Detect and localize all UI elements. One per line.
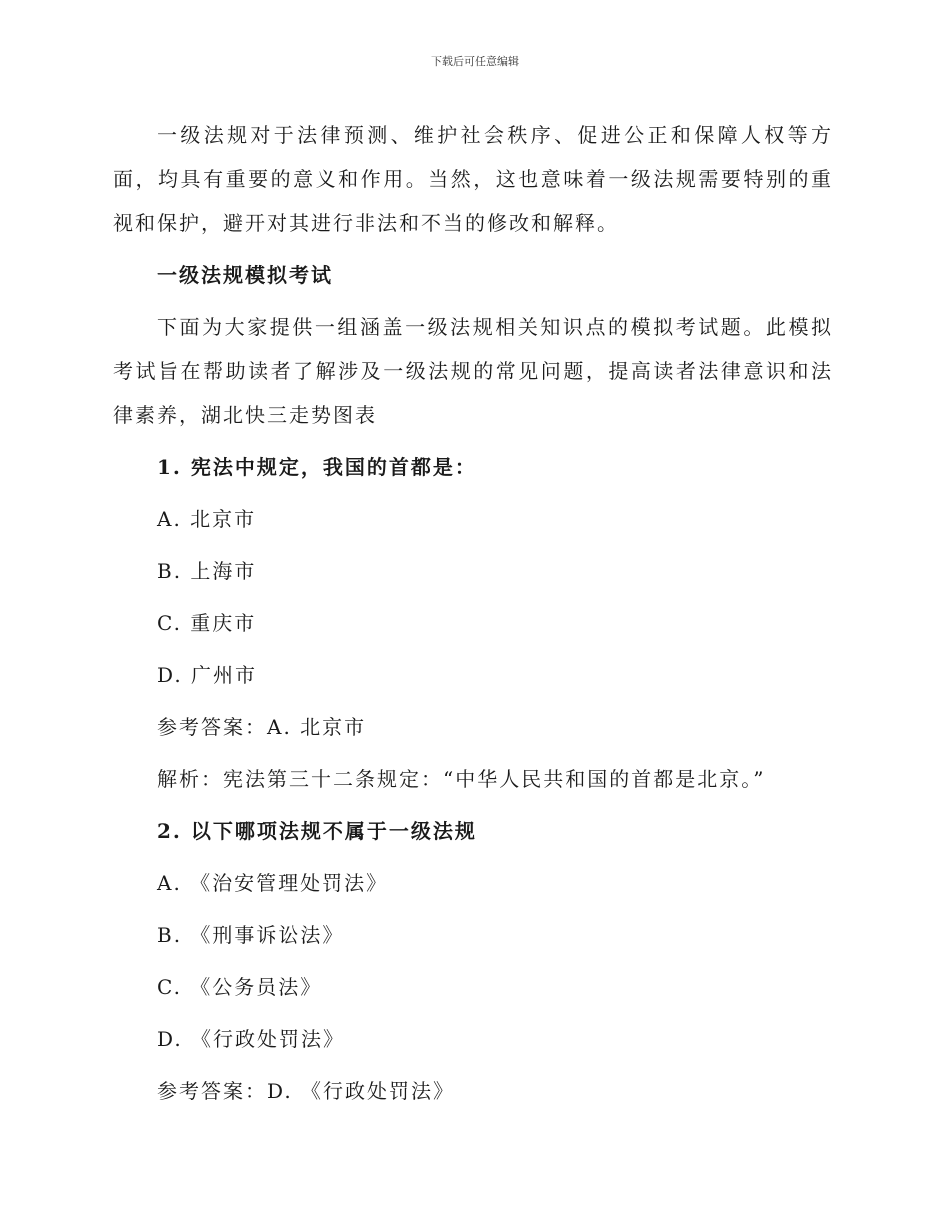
question-1-option-b: B. 上海市: [157, 559, 257, 583]
section-heading: 一级法规模拟考试: [157, 263, 333, 287]
document-body: [113, 113, 833, 1121]
question-1-answer: 参考答案：A. 北京市: [157, 715, 367, 739]
question-1-title: 1. 宪法中规定，我国的首都是：: [157, 455, 477, 479]
question-2-title: 2. 以下哪项法规不属于一级法规: [157, 819, 477, 843]
question-2-answer: 参考答案：D. 《行政处罚法》: [157, 1079, 456, 1103]
question-2-option-d: D. 《行政处罚法》: [157, 1027, 346, 1051]
question-1-option-d: D. 广州市: [157, 663, 258, 687]
question-1-analysis: 解析：宪法第三十二条规定：“中华人民共和国的首都是北京。”: [157, 767, 766, 791]
question-2-option-a: A. 《治安管理处罚法》: [157, 871, 389, 895]
question-2-option-b: B. 《刑事诉讼法》: [157, 923, 345, 947]
question-2-option-c: C. 《公务员法》: [157, 975, 323, 999]
question-1-option-a: A. 北京市: [157, 507, 257, 531]
section-paragraph: 下面为大家提供一组涵盖一级法规相关知识点的模拟考试题。此模拟考试旨在帮助读者了解涉及一级法规的常见问题，提高读者法律意识和法律素养，湖北快三走势图表: [113, 315, 833, 427]
question-1-option-c: C. 重庆市: [157, 611, 257, 635]
intro-paragraph: 一级法规对于法律预测、维护社会秩序、促进公正和保障人权等方面，均具有重要的意义和作用。当然，这也意味着一级法规需要特别的重视和保护，避开对其进行非法和不当的修改和解释。: [113, 123, 833, 235]
page-header: 下载后可任意编辑: [431, 55, 519, 68]
